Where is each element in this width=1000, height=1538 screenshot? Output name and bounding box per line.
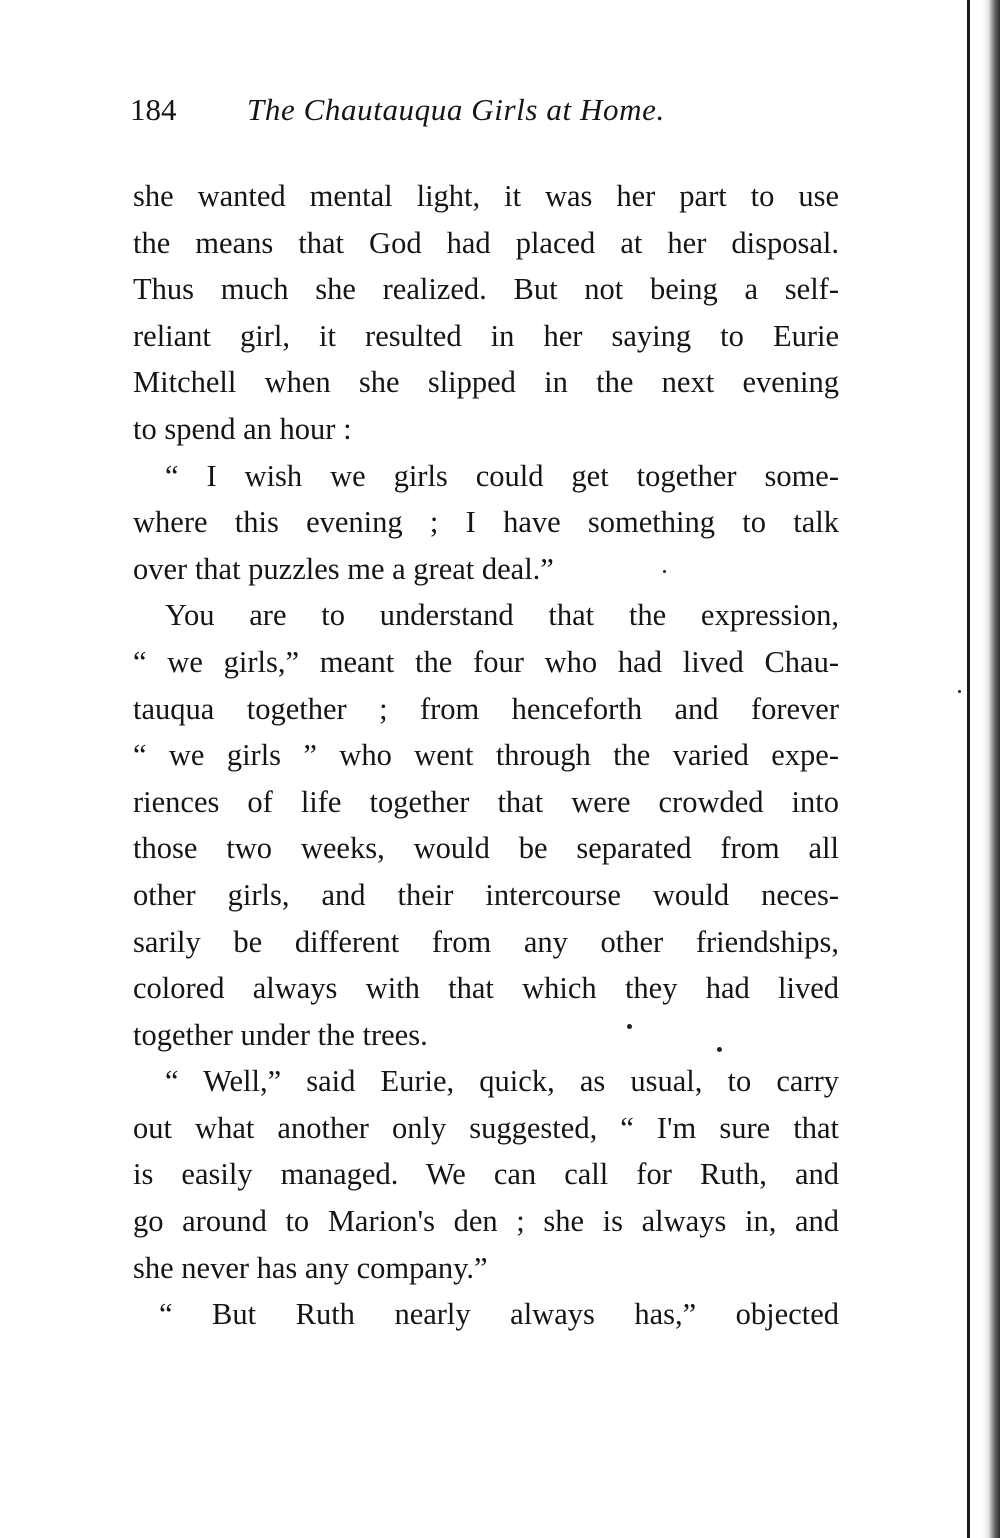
- text-line: riences of life together that were crowded into: [133, 784, 839, 819]
- text-line: “ But Ruth nearly always has,” objected: [159, 1297, 839, 1332]
- text-line: to spend an hour :: [133, 411, 352, 446]
- text-line: she never has any company.”: [133, 1250, 488, 1285]
- page-binding-edge: [982, 0, 1000, 1538]
- print-speck: [717, 1047, 722, 1052]
- text-line: the means that God had placed at her disposal.: [133, 225, 839, 260]
- text-line: those two weeks, would be separated from all: [133, 831, 839, 866]
- text-line: “ I wish we girls could get together some-: [165, 458, 839, 493]
- print-speck: [663, 570, 666, 573]
- text-line: out what another only suggested, “ I'm sure that: [133, 1110, 839, 1145]
- text-line: “ we girls,” meant the four who had lived Chau-: [133, 644, 839, 679]
- running-title: The Chautauqua Girls at Home.: [247, 92, 665, 127]
- text-line: go around to Marion's den ; she is always in, and: [133, 1204, 839, 1239]
- text-line: tauqua together ; from henceforth and forever: [133, 691, 839, 726]
- text-line: “ we girls ” who went through the varied expe-: [133, 738, 839, 773]
- text-line: colored always with that which they had lived: [133, 971, 839, 1006]
- text-line: where this evening ; I have something to talk: [133, 505, 839, 540]
- body-text: [133, 173, 839, 1338]
- page-binding-line: [967, 0, 970, 1538]
- text-line: other girls, and their intercourse would neces-: [133, 877, 839, 912]
- text-line: Thus much she realized. But not being a self-: [133, 272, 839, 307]
- text-line: reliant girl, it resulted in her saying to Eurie: [133, 318, 839, 353]
- text-line: over that puzzles me a great deal.”: [133, 551, 554, 586]
- text-line: You are to understand that the expression,: [165, 598, 839, 633]
- page-number: 184: [130, 92, 177, 127]
- text-line: sarily be different from any other friendships,: [133, 924, 839, 959]
- print-speck: [958, 690, 961, 693]
- print-speck: [627, 1024, 632, 1029]
- text-line: is easily managed. We can call for Ruth, and: [133, 1157, 839, 1192]
- text-line: “ Well,” said Eurie, quick, as usual, to carry: [165, 1064, 839, 1099]
- text-line: Mitchell when she slipped in the next evening: [133, 365, 839, 400]
- page-header: [130, 92, 850, 136]
- text-line: she wanted mental light, it was her part to use: [133, 179, 839, 213]
- text-line: together under the trees.: [133, 1017, 428, 1052]
